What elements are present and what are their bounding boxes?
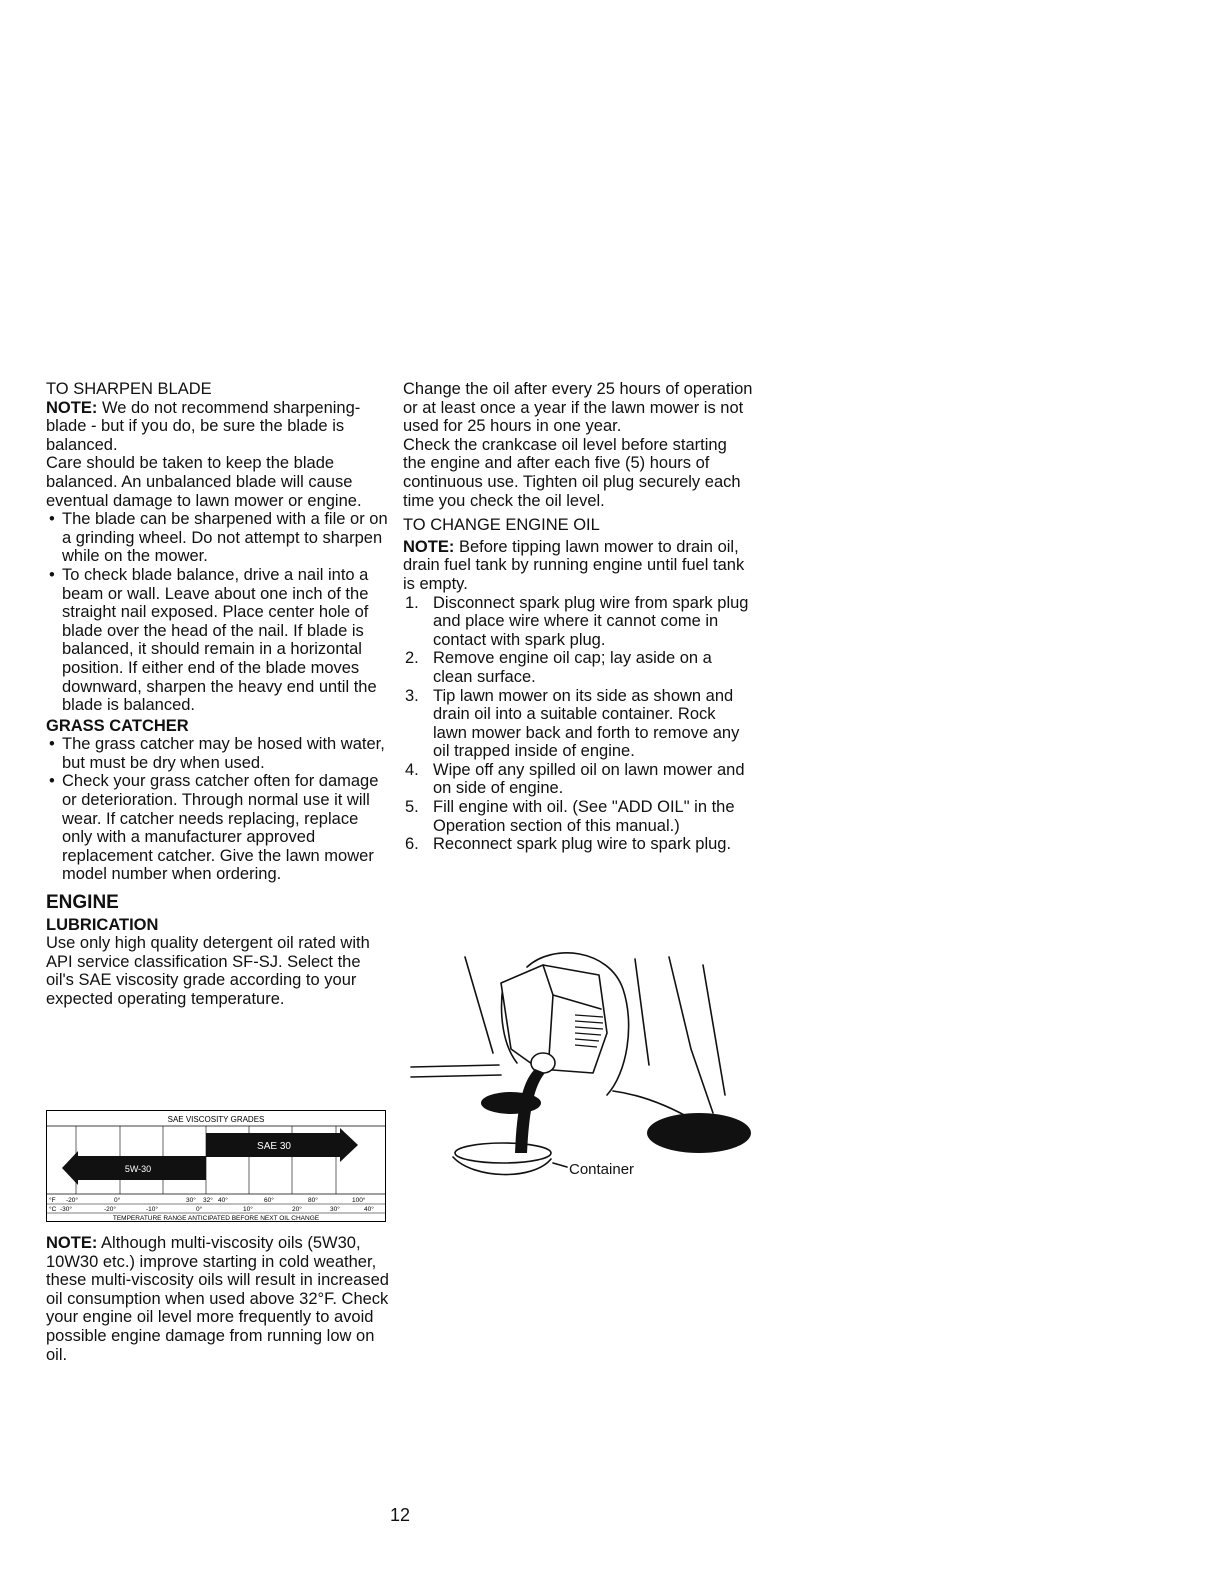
- c-tick: 20°: [292, 1206, 302, 1213]
- oil-drain-illustration: [403, 945, 763, 1185]
- c-tick: -30°: [60, 1206, 72, 1213]
- list-item: • The grass catcher may be hosed with water, but must be dry when used.: [46, 735, 391, 772]
- f-tick: 40°: [218, 1197, 228, 1204]
- list-item: 6. Reconnect spark plug wire to spark plug.: [405, 835, 732, 854]
- left-column: [46, 380, 391, 1009]
- change-engine-oil-heading: TO CHANGE ENGINE OIL: [403, 516, 600, 535]
- list-item: 5. Fill engine with oil. (See "ADD OIL" in the Operation section of this manual.): [405, 798, 735, 835]
- list-item: 1. Disconnect spark plug wire from spark plug and place wire where it cannot come in contact with spark plug.: [405, 593, 749, 649]
- right-column: [403, 380, 753, 854]
- c-tick: 30°: [330, 1206, 340, 1213]
- sharpen-note: [46, 399, 391, 455]
- note-label: NOTE:: [403, 537, 455, 556]
- list-item: 3. Tip lawn mower on its side as shown and drain oil into a suitable container. Rock lawn mower back and forth to remove any oil trapped inside of engine.: [405, 686, 740, 761]
- celsius-unit: °C: [49, 1206, 57, 1213]
- sw30-label: 5W-30: [124, 1164, 152, 1174]
- list-item: 2. Remove engine oil cap; lay aside on a clean surface.: [405, 649, 712, 686]
- oil-change-steps: [403, 594, 753, 854]
- grass-bullet-list: [46, 735, 391, 884]
- sharpen-blade-heading: TO SHARPEN BLADE: [46, 380, 212, 398]
- c-tick: -20°: [104, 1206, 116, 1213]
- change-oil-note: [403, 538, 753, 594]
- c-tick: 10°: [243, 1206, 253, 1213]
- note-text: We do not recommend sharpening-blade - but if you do, be sure the blade is balanced.: [46, 398, 361, 454]
- f-tick: -20°: [66, 1197, 78, 1204]
- fahrenheit-unit: °F: [49, 1197, 56, 1204]
- note-label: NOTE:: [46, 1234, 98, 1252]
- multi-viscosity-note: [46, 1234, 391, 1364]
- sae30-label: SAE 30: [257, 1141, 291, 1152]
- care-text: Care should be taken to keep the blade balanced. An unbalanced blade will cause eventual damage to lawn mower or engine.: [46, 454, 362, 510]
- sharpen-bullet-list: [46, 510, 391, 715]
- c-tick: 40°: [364, 1206, 374, 1213]
- list-item: • Check your grass catcher often for damage or deterioration. Through normal use it will wear. If catcher needs replacing, replace only with a manufacturer approved replacement catcher. Give the lawn mower model number when ordering.: [46, 772, 391, 884]
- lubrication-text: Use only high quality detergent oil rated with API service classification SF-SJ. Select the oil's SAE viscosity grade according to your expected operating temperature.: [46, 934, 370, 1008]
- check-oil-text: Check the crankcase oil level before starting the engine and after each five (5) hours of continuous use. Tighten oil plug securely each time you check the oil level.: [403, 435, 741, 510]
- f-tick: 80°: [308, 1197, 318, 1204]
- container-label: Container: [569, 1161, 635, 1178]
- list-item: 4. Wipe off any spilled oil on lawn mower and on side of engine.: [405, 760, 745, 798]
- list-item: • The blade can be sharpened with a file or on a grinding wheel. Do not attempt to sharpen while on the mower.: [46, 510, 391, 566]
- note-text: Before tipping lawn mower to drain oil, drain fuel tank by running engine until fuel tank is empty.: [403, 537, 745, 593]
- note-text: Although multi-viscosity oils (5W30, 10W30 etc.) improve starting in cold weather, these multi-viscosity oils will result in increased oil consumption when used above 32°F. Check your engine oil level more frequently to avoid possible engine damage from running low on oil.: [46, 1234, 389, 1364]
- change-oil-text: Change the oil after every 25 hours of operation or at least once a year if the lawn mower is not used for 25 hours in one year.: [403, 380, 753, 436]
- f-tick: 60°: [264, 1197, 274, 1204]
- c-tick: 0°: [196, 1206, 203, 1213]
- page-number: 12: [390, 1505, 411, 1525]
- c-tick: -10°: [146, 1206, 158, 1213]
- chart-footer: TEMPERATURE RANGE ANTICIPATED BEFORE NEXT OIL CHANGE: [112, 1215, 320, 1222]
- f-tick: 0°: [114, 1197, 121, 1204]
- list-item: • To check blade balance, drive a nail into a beam or wall. Leave about one inch of the straight nail exposed. Place center hole of blade over the head of the nail. If blade is balanced, it should remain in a horizontal position. If either end of the blade moves downward, sharpen the heavy end until the blade is balanced.: [46, 566, 391, 715]
- lubrication-heading: LUBRICATION: [46, 915, 159, 934]
- oil-stream: [515, 1069, 545, 1153]
- f-tick: 30°: [186, 1197, 196, 1204]
- f-tick: 100°: [352, 1197, 366, 1204]
- chart-title: SAE VISCOSITY GRADES: [167, 1115, 265, 1124]
- f-tick: 32°: [203, 1197, 213, 1204]
- note-label: NOTE:: [46, 398, 98, 417]
- sae-viscosity-chart: [46, 1110, 386, 1222]
- wheel-right: [647, 1113, 751, 1153]
- engine-heading: ENGINE: [46, 892, 119, 914]
- grass-catcher-heading: GRASS CATCHER: [46, 716, 189, 735]
